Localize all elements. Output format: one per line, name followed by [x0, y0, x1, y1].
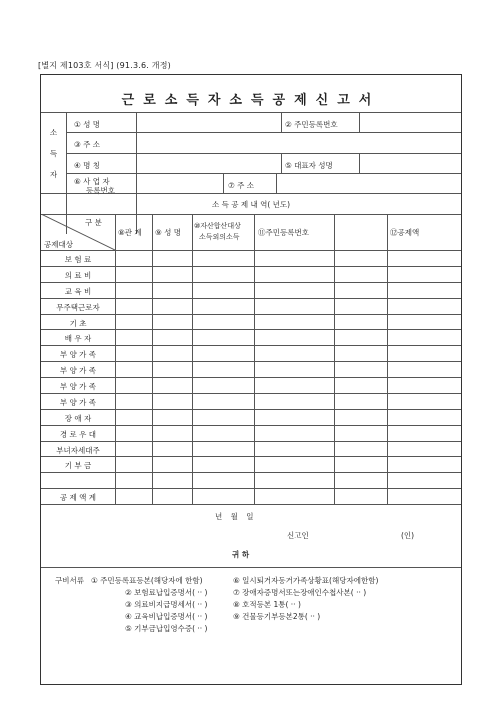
divider: [41, 112, 461, 113]
divider: [254, 214, 255, 504]
divider: [41, 504, 461, 505]
attachment-item: ⑤ 기부금납입영수증( ·· ): [125, 624, 208, 633]
row-label: 기 초: [69, 318, 87, 328]
section-label-char: 득: [49, 149, 58, 158]
row-label: 무주택근로자: [56, 302, 100, 312]
row-divider: [41, 472, 461, 473]
divider: [359, 153, 360, 173]
attachment-item: ⑦ 장애자증명서또는장애인수첩사본( ·· ): [233, 588, 367, 597]
divider: [41, 193, 461, 194]
divider: [152, 214, 153, 504]
divider: [192, 214, 193, 504]
row-divider: [41, 456, 461, 457]
divider: [281, 112, 282, 132]
row-label: 부녀자세대주: [56, 445, 100, 455]
column-header-asset-income-2: 소득외의소득: [199, 233, 240, 241]
row-label: 보 험 료: [64, 255, 92, 264]
divider: [387, 214, 388, 504]
column-header-asset-income: ⑩자산합산대상: [194, 222, 241, 230]
attachment-item: ⑨ 건물등기부등본2통( ·· ): [233, 612, 321, 621]
row-label: 공 제 액 계: [59, 493, 97, 503]
row-label: 부 양 가 족: [59, 397, 97, 407]
address-label: ③ 주 소: [74, 140, 100, 149]
divider: [115, 214, 116, 504]
row-divider: [41, 282, 461, 283]
business-address-label: ⑦ 주 소: [228, 181, 254, 190]
reporter-label: 신고인: [287, 531, 309, 540]
divider: [276, 173, 277, 193]
attachment-item: ② 보험료납입증명서( ·· ): [125, 588, 208, 597]
addressee: 귀 하: [232, 550, 250, 559]
section-label-char: 소: [49, 128, 58, 137]
row-label: 부 양 가 족: [59, 382, 97, 391]
divider: [66, 153, 461, 154]
company-name-label: ④ 명 칭: [74, 161, 100, 170]
row-divider: [41, 393, 461, 394]
form-header: [별지 제103호 서식] (91.3.6. 개정): [38, 61, 171, 70]
row-label: 배 우 자: [64, 334, 92, 344]
attachment-item: ④ 교육비납입증명서( ·· ): [125, 612, 208, 621]
divider: [281, 153, 282, 173]
corner-header-top: 구 분: [85, 218, 102, 227]
row-divider: [41, 266, 461, 267]
row-label: 장 애 자: [64, 413, 92, 423]
row-label: 부 양 가 족: [59, 350, 97, 360]
representative-name-label: ⑤ 대표자 성명: [285, 161, 333, 170]
row-divider: [41, 377, 461, 378]
row-label: 의 료 비: [64, 270, 92, 280]
business-number-label: 등록번호: [86, 186, 115, 195]
column-header-resident-number: ⑪주민등록번호: [258, 228, 309, 237]
attachment-item: ⑧ 호적등본 1통( ·· ): [233, 600, 301, 609]
divider: [223, 173, 224, 193]
attachments-label: 구비서류: [55, 576, 84, 585]
seal-mark: (인): [401, 531, 415, 540]
divider: [66, 132, 461, 133]
row-divider: [41, 329, 461, 330]
divider: [359, 112, 360, 132]
attachment-item: ① 주민등록표등본(해당자에 한함): [91, 576, 203, 585]
row-divider: [41, 441, 461, 442]
section-label-char: 자: [49, 170, 58, 179]
row-divider: [41, 409, 461, 410]
business-number-label: ⑥ 사 업 자: [74, 177, 110, 186]
row-label: 교 육 비: [64, 286, 92, 296]
row-label: 부 양 가 족: [59, 366, 97, 376]
attachment-item: ⑥ 일시퇴거자동거가족상황표(해당자에한함): [233, 576, 379, 585]
divider: [41, 250, 461, 251]
form-frame: [40, 74, 462, 685]
row-divider: [41, 298, 461, 299]
row-divider: [41, 314, 461, 315]
form-title: 근로소득자소득공제신고서: [121, 93, 381, 108]
divider: [334, 214, 335, 504]
row-label: 경 로 우 대: [59, 429, 97, 439]
row-divider: [41, 345, 461, 346]
row-divider: [41, 488, 461, 489]
column-header-relation: ⑧관 계: [118, 228, 142, 237]
name-label: ① 성 명: [74, 120, 100, 129]
divider: [41, 567, 461, 568]
row-label: 기 부 금: [64, 461, 92, 471]
deduction-section-title: 소 득 공 제 내 역( 년도): [211, 200, 291, 209]
column-header-deduction-amount: ⑫공제액: [390, 228, 420, 237]
row-divider: [41, 425, 461, 426]
row-divider: [41, 361, 461, 362]
report-date: 년 월 일: [215, 512, 254, 521]
attachment-item: ③ 의료비지급명세서( ·· ): [125, 600, 208, 609]
divider: [66, 173, 461, 174]
corner-header-bottom: 공제대상: [44, 240, 73, 249]
resident-number-label: ② 주민등록번호: [285, 120, 338, 129]
column-header-name: ⑨ 성 명: [155, 228, 181, 237]
